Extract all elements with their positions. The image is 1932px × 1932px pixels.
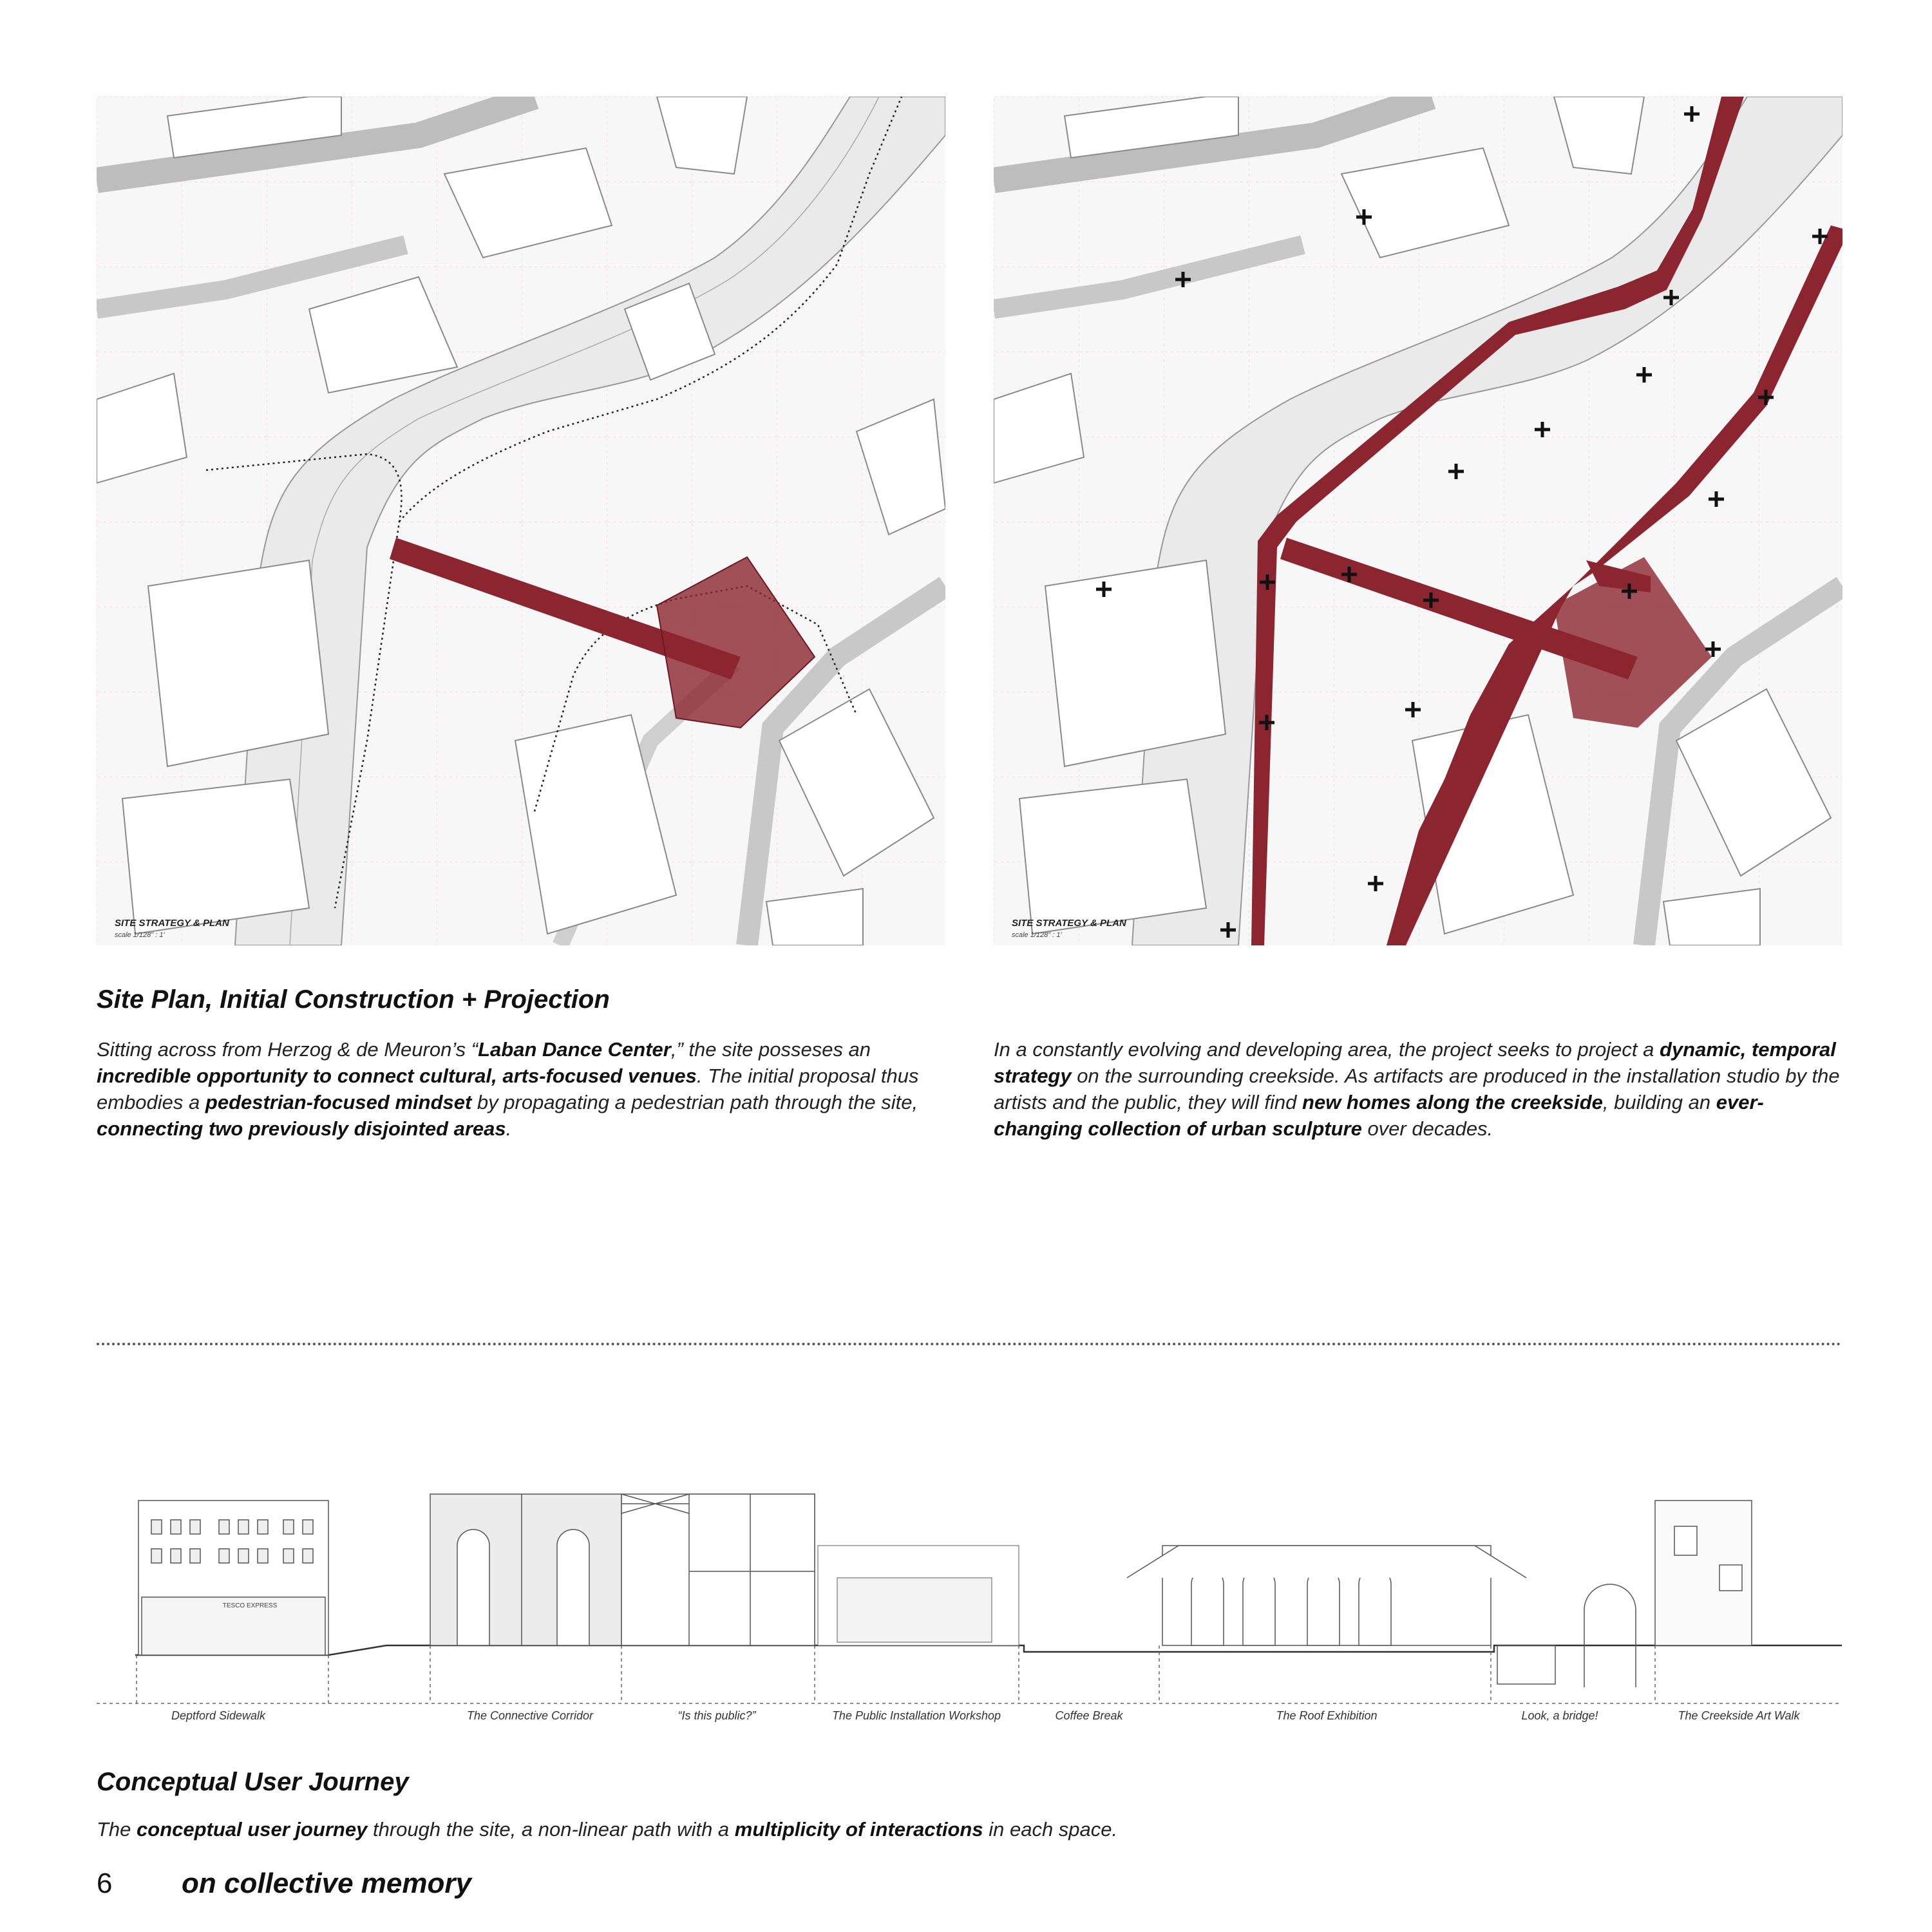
bridge-elevation (1497, 1584, 1636, 1687)
body-text-run: in each space. (983, 1818, 1118, 1841)
emphasis-text: Laban Dance Center (478, 1038, 671, 1061)
coffee-break-elevation (818, 1546, 1019, 1645)
journey-title: Conceptual User Journey (97, 1768, 409, 1796)
body-text-run: over decades. (1361, 1117, 1493, 1140)
body-text-run: through the site, a non-linear path with a (367, 1818, 735, 1841)
site-plan-drawing (994, 97, 1842, 945)
map-label: SITE STRATEGY & PLAN (115, 918, 229, 929)
emphasis-text: conceptual user journey (137, 1818, 368, 1841)
emphasis-text: incredible opportunity to connect cultural, arts-focused venues (97, 1065, 697, 1087)
user-journey-section (97, 1481, 1842, 1726)
public-workshop-elevation (621, 1494, 815, 1645)
map-scale: scale 1/128" : 1' (115, 931, 165, 939)
map-scale: scale 1/128" : 1' (1012, 931, 1062, 939)
body-text-run: Sitting across from Herzog & de Meuron’s “ (97, 1038, 478, 1061)
connective-corridor-elevation (430, 1494, 621, 1645)
shop-sign: TESCO EXPRESS (222, 1602, 278, 1609)
emphasis-text: ever-changing collection of urban sculpture (994, 1091, 1764, 1140)
map-label: SITE STRATEGY & PLAN (1012, 918, 1126, 929)
site-description-paragraph (97, 1036, 947, 1142)
emphasis-text: multiplicity of interactions (734, 1818, 983, 1841)
divider (97, 1343, 1842, 1345)
roof-exhibition-elevation (1127, 1546, 1526, 1645)
journey-label: Look, a bridge! (1521, 1709, 1598, 1722)
deptford-sidewalk-elevation (138, 1501, 328, 1655)
journey-label: “Is this public?” (677, 1709, 756, 1722)
body-text-run: . (506, 1117, 512, 1140)
strategy-paragraph (994, 1036, 1844, 1142)
body-text-run: The (97, 1818, 137, 1841)
journey-paragraph (97, 1816, 1835, 1842)
body-text-run: In a constantly evolving and developing area, the project seeks to project a (994, 1038, 1660, 1061)
body-text-run: , building an (1602, 1091, 1716, 1113)
creekside-art-walk-elevation (1655, 1501, 1752, 1645)
emphasis-text: connecting two previously disjointed areas (97, 1117, 506, 1140)
body-text-run: on the surrounding creekside. As artifacts are produced in the installation studio by the artists and the public, they will find (994, 1065, 1840, 1113)
journey-label: Deptford Sidewalk (171, 1709, 266, 1722)
body-text-run: . The initial proposal thus embodies a (97, 1065, 919, 1113)
body-text-run: by propagating a pedestrian path through the site, (471, 1091, 918, 1113)
site-plan-projection (994, 97, 1842, 945)
page-number: 6 (97, 1868, 113, 1899)
site-plan-drawing (97, 97, 945, 945)
folio-title: on collective memory (182, 1868, 471, 1899)
emphasis-text: new homes along the creekside (1302, 1091, 1603, 1113)
journey-label: The Public Installation Workshop (831, 1709, 1001, 1722)
body-text-run: ,” the site posseses an (670, 1038, 871, 1061)
journey-label: The Creekside Art Walk (1678, 1709, 1800, 1722)
emphasis-text: dynamic, temporal strategy (994, 1038, 1836, 1087)
journey-label: Coffee Break (1055, 1709, 1123, 1722)
site-plan-initial (97, 97, 945, 945)
journey-label: The Connective Corridor (466, 1709, 594, 1722)
journey-label: The Roof Exhibition (1276, 1709, 1378, 1722)
emphasis-text: pedestrian-focused mindset (205, 1091, 472, 1113)
section-title: Site Plan, Initial Construction + Projection (97, 985, 610, 1014)
